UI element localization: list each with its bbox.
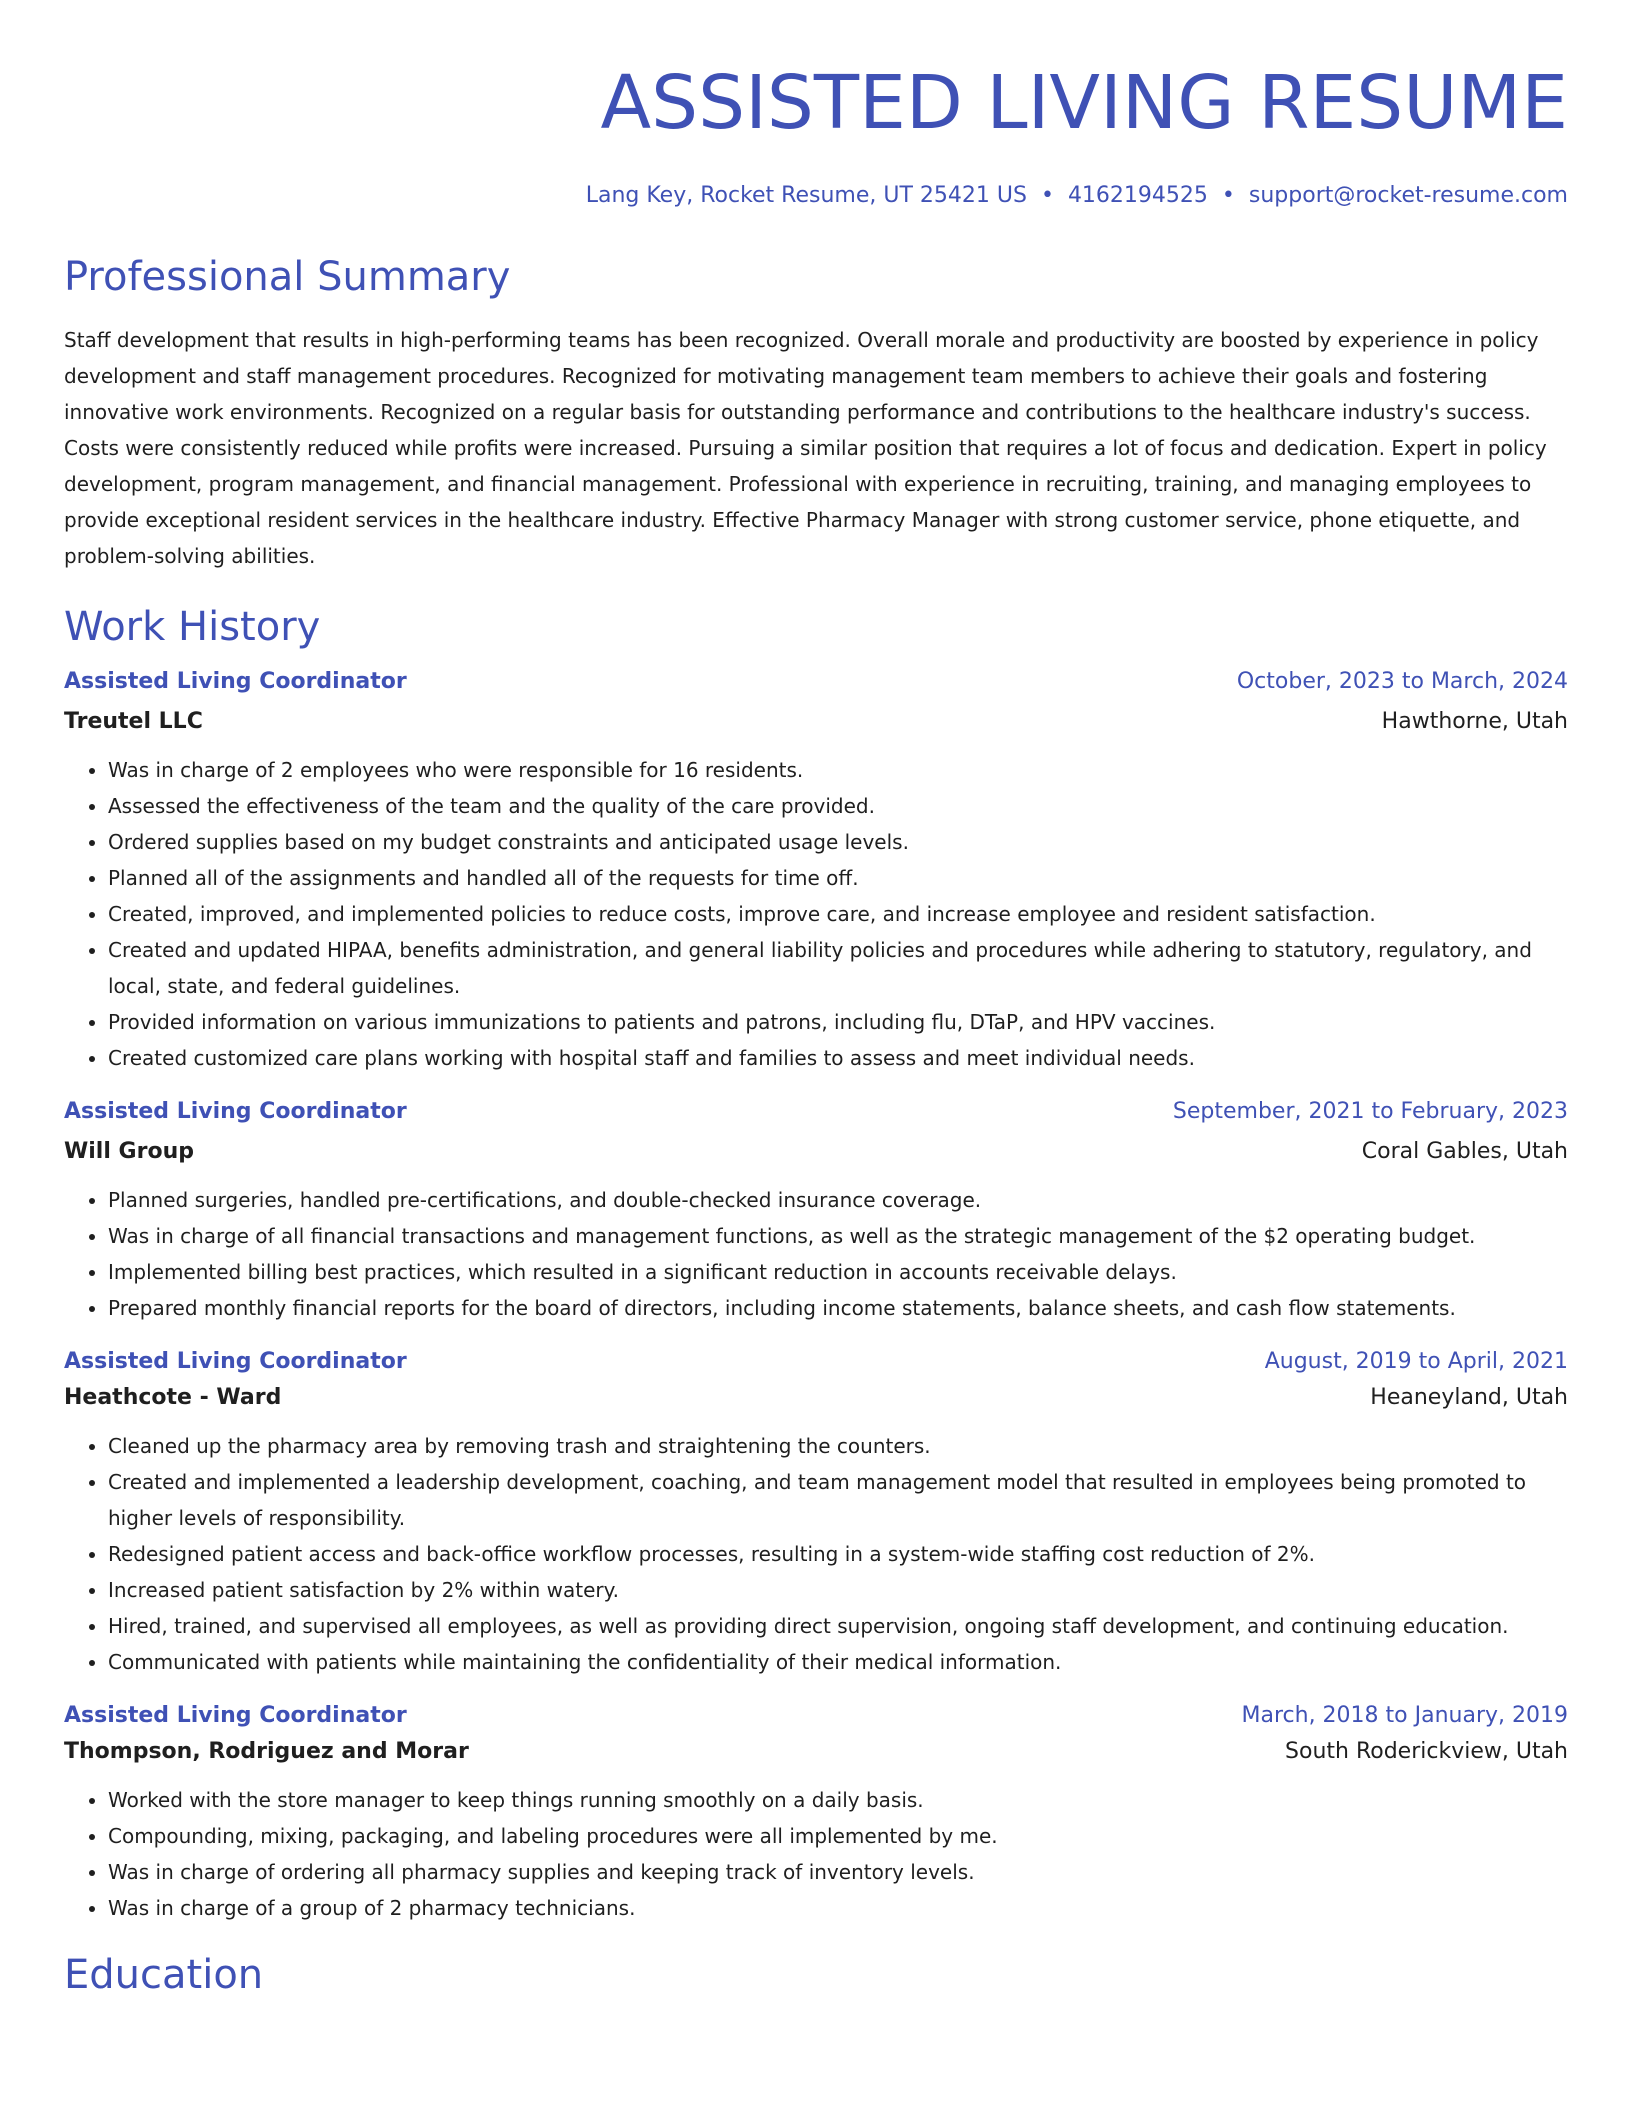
job-title-row	[64, 1700, 1568, 1732]
job-company-row	[64, 706, 1568, 738]
job-bullet: • Compounding, mixing, packaging, and labeling procedures were all implemented by me.	[108, 1818, 1568, 1854]
job-bullet: • Provided information on various immunizations to patients and patrons, including flu, DTaP, and HPV vaccines.	[108, 1004, 1568, 1040]
job-bullet: • Was in charge of a group of 2 pharmacy technicians.	[108, 1890, 1568, 1926]
job-bullet: • Redesigned patient access and back-office workflow processes, resulting in a system-wide staffing cost reduction of 2%.	[108, 1536, 1568, 1572]
job-location: Coral Gables, Utah	[1361, 1139, 1568, 1164]
job-dates: August, 2019 to April, 2021	[1264, 1349, 1568, 1374]
job-entry	[64, 1700, 1568, 1926]
job-bullet: • Cleaned up the pharmacy area by removing trash and straightening the counters.	[108, 1428, 1568, 1464]
job-company-row	[64, 1382, 1568, 1414]
job-entry	[64, 666, 1568, 1076]
job-company-row	[64, 1736, 1568, 1768]
job-bullet: • Ordered supplies based on my budget constraints and anticipated usage levels.	[108, 824, 1568, 860]
job-bullets	[64, 752, 1568, 1076]
job-title-row	[64, 666, 1568, 698]
job-company: Thompson, Rodriguez and Morar	[64, 1739, 469, 1764]
job-entry	[64, 1096, 1568, 1326]
contact-address: Lang Key, Rocket Resume, UT 25421 US	[585, 183, 1027, 208]
job-bullet: • Was in charge of all financial transactions and management functions, as well as the strategic management of the $2 operating budget.	[108, 1218, 1568, 1254]
resume-page	[64, 0, 1568, 2000]
job-location: Hawthorne, Utah	[1381, 709, 1568, 734]
job-dates: October, 2023 to March, 2024	[1236, 669, 1568, 694]
job-title: Assisted Living Coordinator	[64, 1099, 407, 1124]
job-dates: March, 2018 to January, 2019	[1241, 1703, 1568, 1728]
contact-separator: •	[1040, 183, 1054, 208]
job-bullet: • Created and implemented a leadership development, coaching, and team management model that resulted in employees being promoted to higher levels of responsibility.	[108, 1464, 1568, 1536]
job-bullet: • Assessed the effectiveness of the team and the quality of the care provided.	[108, 788, 1568, 824]
job-entry	[64, 1346, 1568, 1680]
job-company: Will Group	[64, 1139, 194, 1164]
contact-email[interactable]: support@rocket-resume.com	[1248, 183, 1568, 208]
job-bullets	[64, 1428, 1568, 1680]
job-bullets	[64, 1182, 1568, 1326]
job-location: South Roderickview, Utah	[1285, 1739, 1568, 1764]
work-history-heading: Work History	[64, 604, 321, 650]
job-bullet: • Planned surgeries, handled pre-certifications, and double-checked insurance coverage.	[108, 1182, 1568, 1218]
job-bullet: • Hired, trained, and supervised all employees, as well as providing direct supervision, ongoing staff development, and continuing education.	[108, 1608, 1568, 1644]
job-location: Heaneyland, Utah	[1370, 1385, 1568, 1410]
job-bullet: • Worked with the store manager to keep things running smoothly on a daily basis.	[108, 1782, 1568, 1818]
contact-line	[64, 182, 1568, 210]
resume-title: ASSISTED LIVING RESUME	[600, 60, 1568, 146]
summary-heading: Professional Summary	[64, 254, 511, 300]
job-title-row	[64, 1346, 1568, 1378]
job-bullet: • Increased patient satisfaction by 2% within watery.	[108, 1572, 1568, 1608]
job-bullet: • Created, improved, and implemented policies to reduce costs, improve care, and increase employee and resident satisfaction.	[108, 896, 1568, 932]
job-bullet: • Was in charge of 2 employees who were responsible for 16 residents.	[108, 752, 1568, 788]
job-title-row	[64, 1096, 1568, 1128]
education-heading: Education	[64, 1952, 264, 1998]
job-bullet: • Created customized care plans working with hospital staff and families to assess and meet individual needs.	[108, 1040, 1568, 1076]
job-title: Assisted Living Coordinator	[64, 1703, 407, 1728]
job-bullet: • Prepared monthly financial reports for the board of directors, including income statements, balance sheets, and cash flow statements.	[108, 1290, 1568, 1326]
job-company: Treutel LLC	[64, 709, 203, 734]
job-bullet: • Created and updated HIPAA, benefits administration, and general liability policies and procedures while adhering to statutory, regulatory, and local, state, and federal guidelines.	[108, 932, 1568, 1004]
job-company: Heathcote - Ward	[64, 1385, 282, 1410]
contact-phone[interactable]: 4162194525	[1067, 183, 1208, 208]
summary-text: Staff development that results in high-performing teams has been recognized. Overall morale and productivity are boosted by experience in policy development and staff management procedures. Recognized for motivating management team members to achieve their goals and fostering innovative work environments. Recognized on a regular basis for outstanding performance and contributions to the healthcare industry's success. Costs were consistently reduced while profits were increased. Pursuing a similar position that requires a lot of focus and dedication. Expert in policy development, program management, and financial management. Professional with experience in recruiting, training, and managing employees to provide exceptional resident services in the healthcare industry. Effective Pharmacy Manager with strong customer service, phone etiquette, and problem-solving abilities.	[64, 328, 1547, 568]
job-title: Assisted Living Coordinator	[64, 1349, 407, 1374]
job-bullet: • Implemented billing best practices, which resulted in a significant reduction in accounts receivable delays.	[108, 1254, 1568, 1290]
resume-header	[64, 0, 1568, 210]
contact-separator: •	[1221, 183, 1235, 208]
job-bullet: • Was in charge of ordering all pharmacy supplies and keeping track of inventory levels.	[108, 1854, 1568, 1890]
job-bullet: • Planned all of the assignments and handled all of the requests for time off.	[108, 860, 1568, 896]
job-dates: September, 2021 to February, 2023	[1172, 1099, 1568, 1124]
job-company-row	[64, 1136, 1568, 1168]
job-bullet: • Communicated with patients while maintaining the confidentiality of their medical information.	[108, 1644, 1568, 1680]
job-title: Assisted Living Coordinator	[64, 669, 407, 694]
job-bullets	[64, 1782, 1568, 1926]
